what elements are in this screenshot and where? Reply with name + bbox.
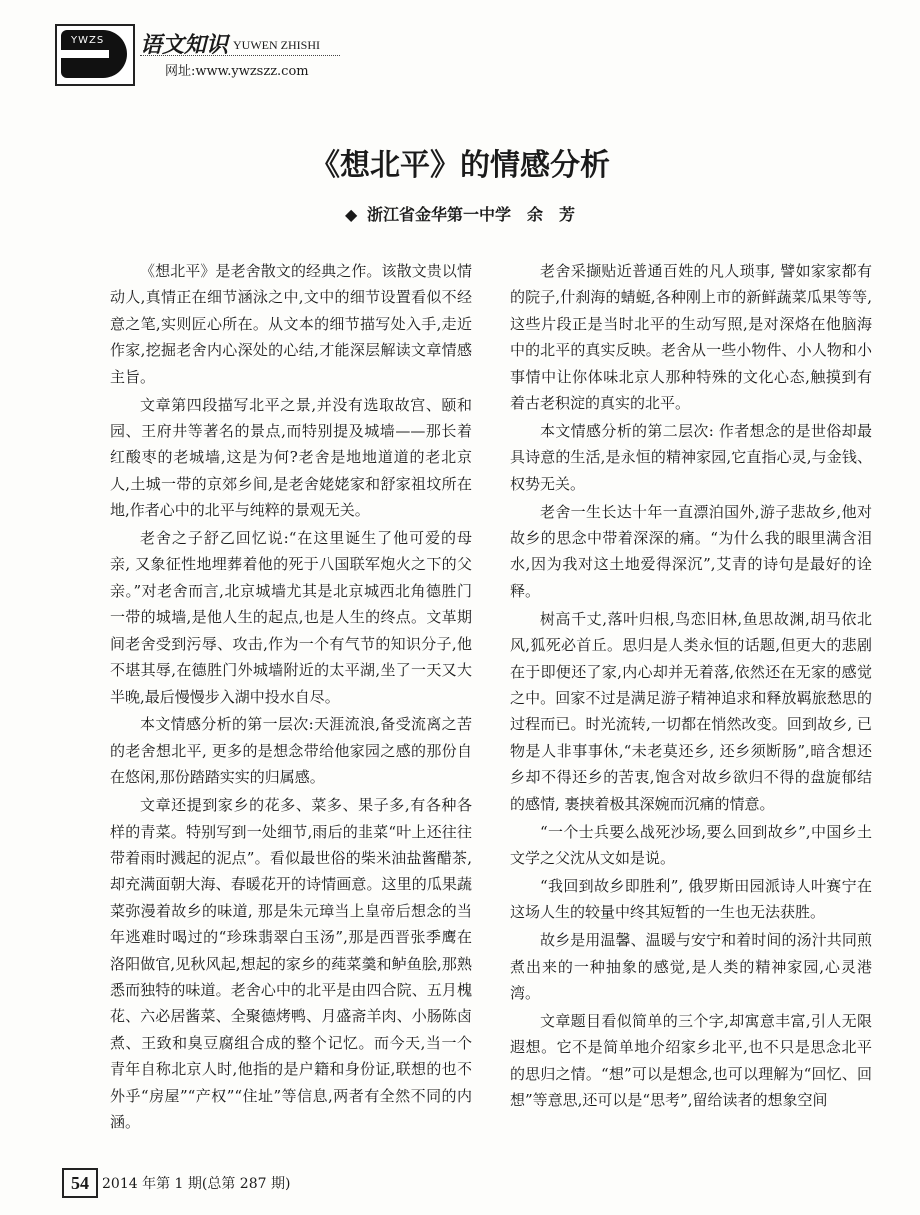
article-author [0,202,920,225]
magazine-url: 网址:www.ywzszz.com [165,64,309,79]
author-name: 浙江省金华第一中学 余 芳 [366,205,575,224]
magazine-name-en: YUWEN ZHISHI [233,38,320,52]
logo-bar [61,50,109,58]
logo-text: YWZS [71,35,105,46]
paragraph: 老舍之子舒乙回忆说:“在这里诞生了他可爱的母亲, 又象征性地埋葬着他的死于八国联军炮火之下的父亲。”对老舍而言,北京城墙尤其是北京城西北角德胜门一带的城墙,是他人生的起点,也是人生的终点。文革期间老舍受到污辱、攻击,作为一个有气节的知识分子,他不堪其辱,在德胜门外城墙附近的太平湖,坐了一天又大半晚,最后慢慢步入湖中投水自尽。 [110,529,472,706]
paragraph: “一个士兵要么战死沙场,要么回到故乡”,中国乡土文学之父沈从文如是说。 [510,822,872,867]
issue-info: 2014 年第 1 期(总第 287 期) [102,1176,291,1192]
paragraph: 本文情感分析的第二层次: 作者想念的是世俗却最具诗意的生活,是永恒的精神家园,它直指心灵,与金钱、权势无关。 [510,421,872,493]
paragraph: 老舍采撷贴近普通百姓的凡人琐事, 譬如家家都有的院子,什刹海的蜻蜓,各种刚上市的新鲜蔬菜瓜果等等,这些片段正是当时北平的生动写照,是对深烙在他脑海中的北平的真实反映。老舍从一些小物件、小人物和小事情中让你体味北京人那种特殊的文化心态,触摸到有着古老积淀的真实的北平。 [510,262,872,413]
paragraph: 文章第四段描写北平之景,并没有选取故宫、颐和园、王府井等著名的景点,而特别提及城墙——那长着红酸枣的老城墙,这是为何?老舍是地地道道的老北京人,土城一带的京郊乡间,是老舍姥姥家和舒家祖坟所在地,作者心中的北平与纯粹的景观无关。 [110,395,472,520]
paragraph: 故乡是用温馨、温暖与安宁和着时间的汤汁共同煎煮出来的一种抽象的感觉,是人类的精神家园,心灵港湾。 [510,931,872,1002]
paragraph: “我回到故乡即胜利”, 俄罗斯田园派诗人叶赛宁在这场人生的较量中终其短暂的一生也无法获胜。 [510,876,872,922]
paragraph: 本文情感分析的第一层次:天涯流浪,备受流离之苦的老舍想北平, 更多的是想念带给他家园之感的那份自在悠闲,那份踏踏实实的归属感。 [110,715,472,787]
paragraph: 树高千丈,落叶归根,鸟恋旧林,鱼思故渊,胡马依北风,狐死必首丘。思归是人类永恒的话题,但更大的悲剧在于即便还了家,内心却并无着落,依然还在无家的感觉之中。回家不过是满足游子精神追求和释放羁旅愁思的过程而已。时光流转,一切都在悄然改变。回到故乡, 已物是人非事事休,“未老莫还乡, 还乡须断肠”,暗含想还乡却不得还乡的苦衷,饱含对故乡欲归不得的盘旋郁结的感情, 裹挟着极其深婉而沉痛的情意。 [510,609,872,813]
paragraph: 文章还提到家乡的花多、菜多、果子多,有各种各样的青菜。特别写到一处细节,雨后的韭菜“叶上还往往带着雨时溅起的泥点”。看似最世俗的柴米油盐酱醋茶,却充满面朝大海、春暖花开的诗情画意。这里的瓜果蔬菜弥漫着故乡的味道, 那是朱元璋当上皇帝后想念的当年逃难时喝过的“珍珠翡翠白玉汤”,那是西晋张季鹰在洛阳做官,见秋风起,想起的家乡的莼菜羹和鲈鱼脍,那熟悉而独特的味道。老舍心中的北平是由四合院、五月槐花、六必居酱菜、全聚德烤鸭、月盛斋羊肉、小肠陈卤煮、王致和臭豆腐组合成的整个记忆。而今天,当一个青年自称北京人时,他指的是户籍和身份证,联想的也不外乎“房屋”“产权”“住址”等信息,两者有全然不同的内涵。 [110,796,472,1131]
page-number: 54 [62,1168,98,1198]
paragraph: 《想北平》是老舍散文的经典之作。该散文贵以情动人,真情正在细节涵泳之中,文中的细节设置看似不经意之笔,实则匠心所在。从文本的细节描写处入手,走近作家,挖掘老舍内心深处的心结,才能深层解读文章情感主旨。 [110,262,472,386]
right-column [510,258,872,1115]
magazine-name: 语文知识 [140,32,229,58]
magazine-logo [55,24,135,86]
paragraph: 文章题目看似简单的三个字,却寓意丰富,引人无限遐想。它不是简单地介绍家乡北平,也不只是思念北平的思归之情。“想”可以是想念,也可以理解为“回忆、回想”等意思,还可以是“思考”,留给读者的想象空间 [510,1011,872,1110]
paragraph: 老舍一生长达十年一直漂泊国外,游子悲故乡,他对故乡的思念中带着深深的痛。“为什么我的眼里满含泪水,因为我对这土地爱得深沉”,艾青的诗句是最好的诠释。 [510,502,872,600]
header-divider [140,55,340,56]
left-column [110,258,472,1137]
article-title: 《想北平》的情感分析 [310,148,610,183]
diamond-bullet-icon: ◆ [345,205,358,224]
